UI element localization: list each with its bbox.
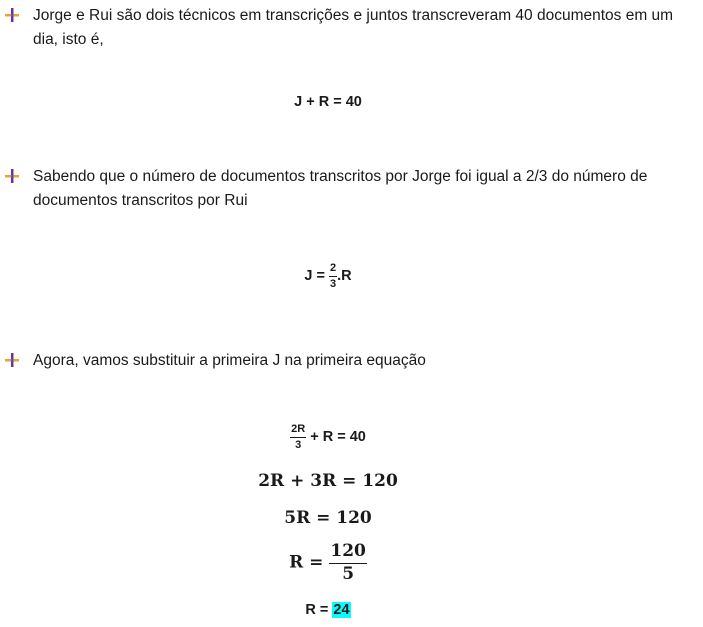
equation-combined: 5R = 120 <box>284 508 372 528</box>
answer-highlight: 24 <box>333 602 350 618</box>
fraction-denominator: 3 <box>295 438 302 451</box>
fraction-numerator: 2 <box>329 262 337 277</box>
fraction-numerator: 120 <box>329 542 367 564</box>
paragraph-3: Agora, vamos substituir a primeira J na primeira equação <box>33 352 426 369</box>
equation-result-left: R = <box>305 602 333 618</box>
equation-ratio-right: .R <box>337 267 352 284</box>
bullet-arrow-icon <box>4 168 20 184</box>
bullet-arrow-icon <box>4 352 20 368</box>
paragraph-2: Sabendo que o número de documentos transcritos por Jorge foi igual a 2/3 do número de documentos transcritos por Rui <box>33 168 648 209</box>
equation-result <box>0 602 656 618</box>
fraction-denominator: 3 <box>329 277 337 290</box>
equation-substituted-right: + R = 40 <box>306 428 366 445</box>
fraction <box>290 423 306 451</box>
equation-solve-left: R = <box>289 552 330 573</box>
equation-multiplied: 2R + 3R = 120 <box>258 471 398 491</box>
equation-ratio <box>0 262 656 290</box>
fraction <box>329 262 337 290</box>
fraction-numerator: 2R <box>290 423 306 438</box>
equation-solve <box>0 542 656 584</box>
equation-substituted <box>0 423 656 451</box>
fraction-denominator: 5 <box>342 563 355 584</box>
fraction <box>329 542 367 584</box>
paragraph-1: Jorge e Rui são dois técnicos em transcrições e juntos transcreveram 40 documentos em um dia, isto é, <box>33 7 674 48</box>
equation-sum: J + R = 40 <box>294 94 362 110</box>
bullet-arrow-icon <box>4 7 20 23</box>
equation-ratio-left: J = <box>304 267 329 284</box>
